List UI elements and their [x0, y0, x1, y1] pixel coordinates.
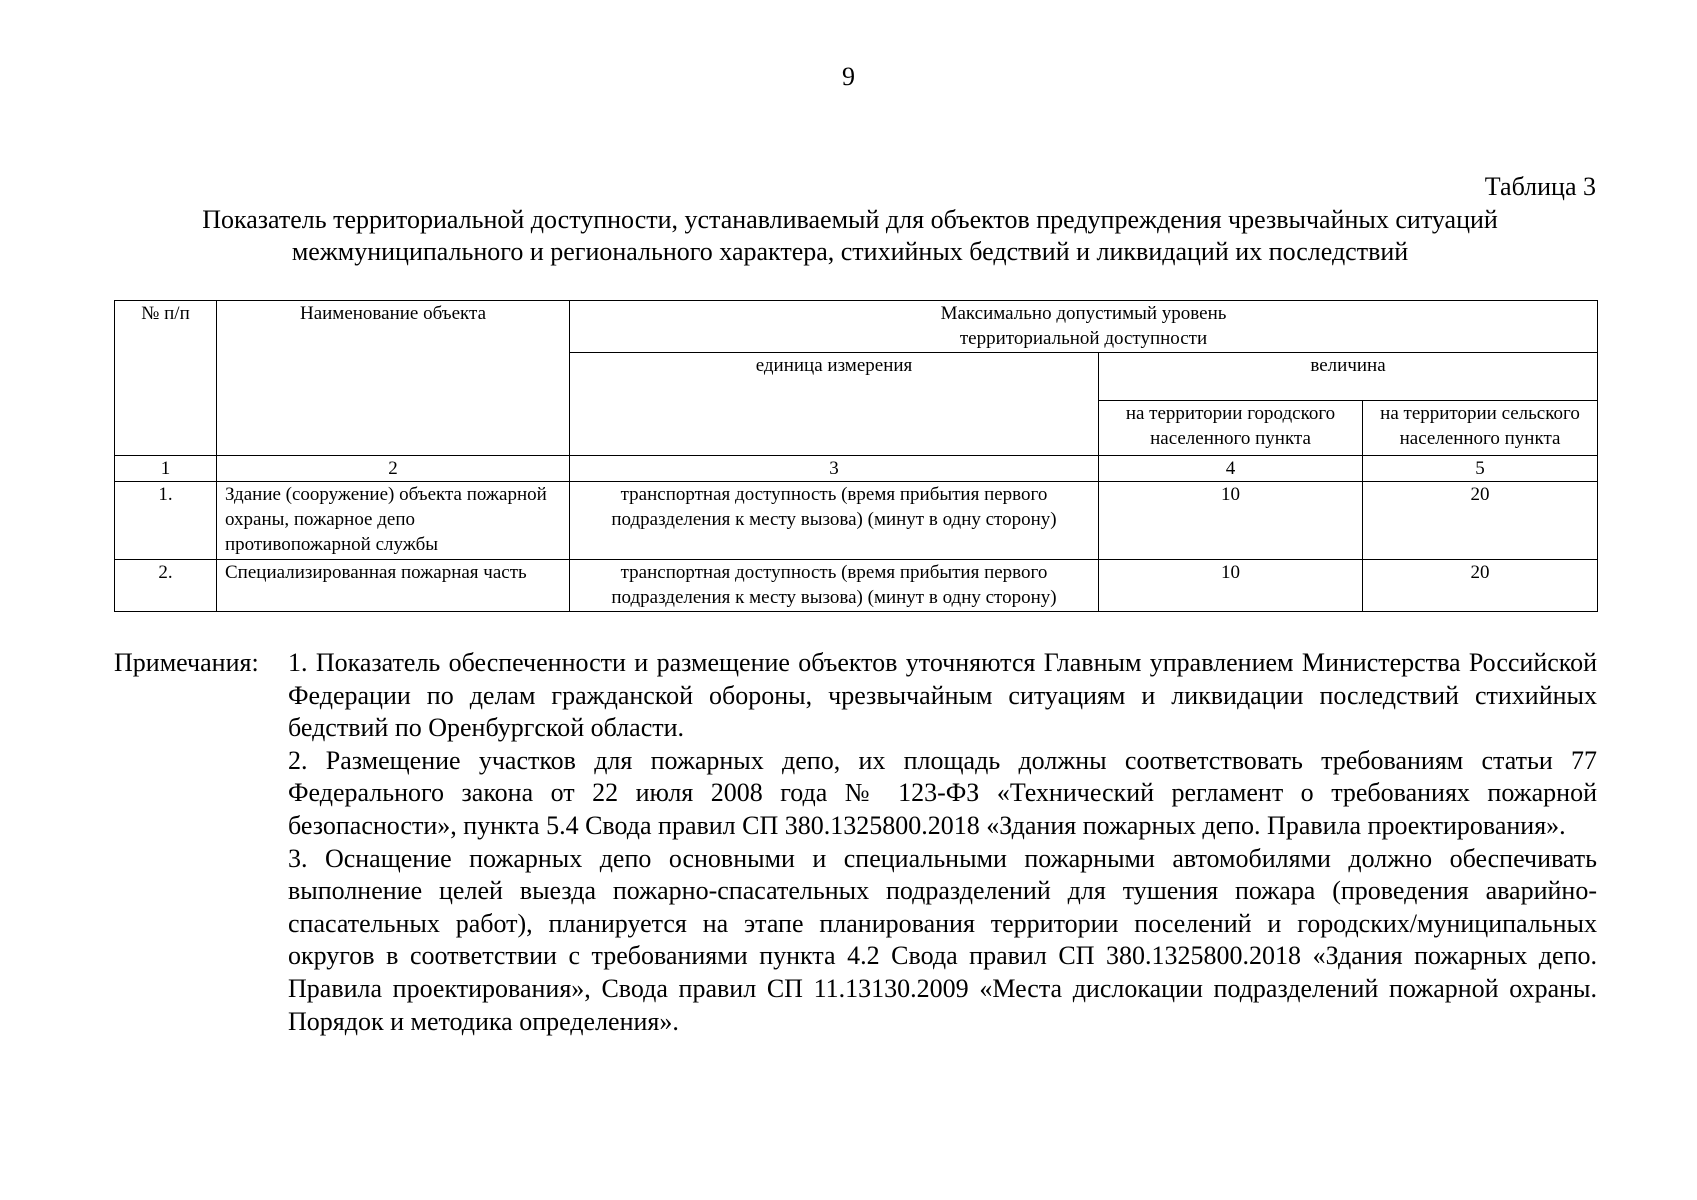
table-row	[115, 482, 1598, 560]
header-unit: единица измерения	[570, 353, 1099, 456]
header-value: величина	[1099, 353, 1598, 401]
note-item: 3. Оснащение пожарных депо основными и специальными пожарными автомобилями должно обеспечивать выполнение целей выезда пожарно-спасательных подразделений для тушения пожара (проведения аварийно-спасательных работ), планируется на этапе планирования территории поселений и городских/муниципальных округов в соответствии с требованиями пункта 4.2 Свода правил СП 380.1325800.2018 «Здания пожарных депо. Правила проектирования», Свода правил СП 11.13130.2009 «Места дислокации подразделений пожарной охраны. Порядок и методика определения».	[288, 843, 1597, 1036]
row-num: 2.	[115, 560, 217, 612]
column-number: 5	[1363, 456, 1598, 482]
notes-label: Примечания:	[114, 648, 259, 677]
row-name: Здание (сооружение) объекта пожарной охраны, пожарное депо противопожарной службы	[217, 482, 570, 560]
header-rural: на территории сельского населенного пункта	[1363, 401, 1598, 456]
row-unit: транспортная доступность (время прибытия первого подразделения к месту вызова) (минут в одну сторону)	[570, 560, 1099, 612]
column-number: 1	[115, 456, 217, 482]
row-unit: транспортная доступность (время прибытия первого подразделения к месту вызова) (минут в одну сторону)	[570, 482, 1099, 560]
header-name: Наименование объекта	[217, 301, 570, 456]
table-title-line: межмуниципального и регионального характера, стихийных бедствий и ликвидаций их последствий	[291, 237, 1409, 266]
table-title	[110, 204, 1590, 268]
note-item: 2. Размещение участков для пожарных депо, их площадь должны соответствовать требованиям статьи 77 Федерального закона от 22 июля 2008 года № 123-ФЗ «Технический регламент о требованиях пожарной безопасности», пункта 5.4 Свода правил СП 380.1325800.2018 «Здания пожарных депо. Правила проектирования».	[288, 745, 1597, 840]
row-urban-value: 10	[1099, 560, 1363, 612]
notes-section	[114, 647, 1597, 1038]
column-number: 4	[1099, 456, 1363, 482]
header-max-level-text: Максимально допустимый уровень территориальной доступности	[940, 303, 1227, 349]
row-rural-value: 20	[1363, 560, 1598, 612]
page-number: 9	[842, 62, 855, 91]
table-title-line: Показатель территориальной доступности, устанавливаемый для объектов предупреждения чрезвычайных ситуаций	[202, 205, 1498, 234]
column-number: 3	[570, 456, 1099, 482]
row-rural-value: 20	[1363, 482, 1598, 560]
table-row	[115, 560, 1598, 612]
column-number: 2	[217, 456, 570, 482]
header-max-level	[570, 301, 1598, 353]
column-number-row	[115, 456, 1598, 482]
note-item: 1. Показатель обеспеченности и размещение объектов уточняются Главным управлением Министерства Российской Федерации по делам гражданской обороны, чрезвычайным ситуациям и ликвидации последствий стихийных бедствий по Оренбургской области.	[288, 648, 1597, 743]
header-urban: на территории городского населенного пункта	[1099, 401, 1363, 456]
row-urban-value: 10	[1099, 482, 1363, 560]
notes-body	[288, 647, 1597, 1038]
row-num: 1.	[115, 482, 217, 560]
accessibility-table	[114, 300, 1598, 612]
row-name: Специализированная пожарная часть	[217, 560, 570, 612]
header-num: № п/п	[115, 301, 217, 456]
table-label: Таблица 3	[1484, 172, 1596, 201]
